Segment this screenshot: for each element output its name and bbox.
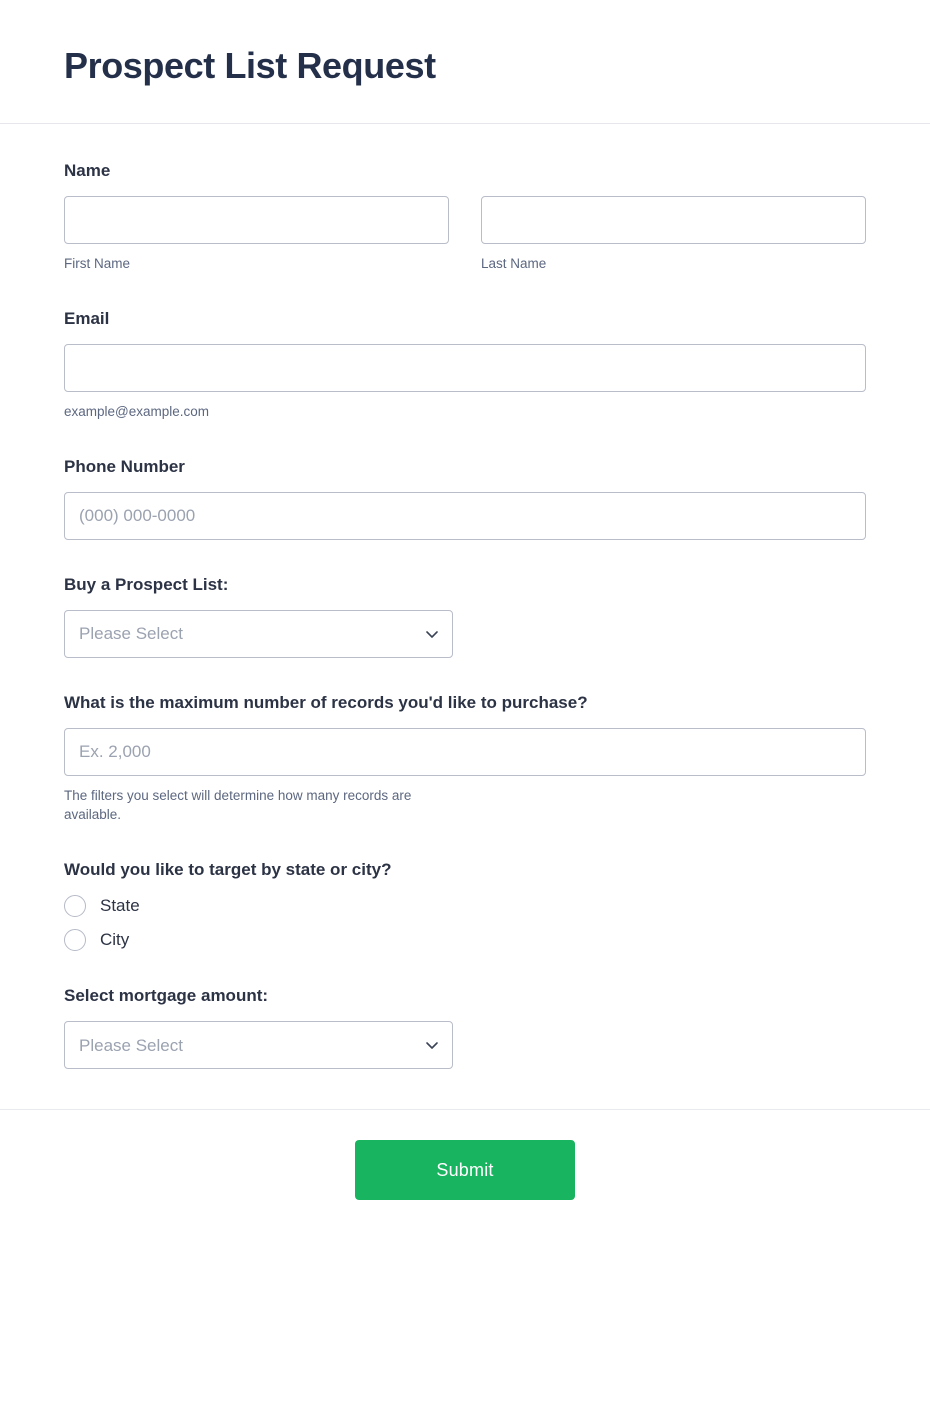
last-name-input[interactable] bbox=[481, 196, 866, 244]
form-footer bbox=[0, 1110, 930, 1240]
first-name-col bbox=[64, 196, 449, 274]
mortgage-amount-select-wrap bbox=[64, 1021, 453, 1069]
field-label-name: Name bbox=[64, 161, 111, 181]
field-label-mortgage-amount: Select mortgage amount: bbox=[64, 986, 269, 1005]
page-title: Prospect List Request bbox=[64, 45, 436, 86]
form-body bbox=[0, 124, 930, 1110]
field-email bbox=[64, 308, 866, 422]
radio-option-city[interactable] bbox=[64, 929, 866, 951]
field-phone bbox=[64, 456, 866, 540]
buy-prospect-list-select-wrap bbox=[64, 610, 453, 658]
email-input[interactable] bbox=[64, 344, 866, 392]
radio-circle-icon[interactable] bbox=[64, 895, 86, 917]
first-name-input[interactable] bbox=[64, 196, 449, 244]
target-by-radio-group bbox=[64, 895, 866, 951]
field-buy-prospect-list bbox=[64, 574, 866, 658]
email-sub-label: example@example.com bbox=[64, 403, 210, 419]
field-label-buy-prospect-list: Buy a Prospect List: bbox=[64, 574, 229, 594]
field-target-by bbox=[64, 859, 866, 951]
last-name-sub-label: Last Name bbox=[481, 256, 547, 272]
field-label-max-records: What is the maximum number of records you'd like to purchase? bbox=[64, 692, 588, 712]
radio-circle-icon[interactable] bbox=[64, 929, 86, 951]
max-records-input[interactable] bbox=[64, 728, 866, 776]
field-label-target-by: Would you like to target by state or city? bbox=[64, 859, 392, 879]
field-name bbox=[64, 160, 866, 274]
submit-button[interactable]: Submit bbox=[355, 1140, 575, 1200]
radio-label-city: City bbox=[100, 930, 130, 949]
field-mortgage-amount bbox=[64, 985, 866, 1069]
max-records-sub-label: The filters you select will determine how many records are available. bbox=[64, 787, 412, 823]
mortgage-amount-select[interactable] bbox=[64, 1021, 453, 1069]
buy-prospect-list-select[interactable] bbox=[64, 610, 453, 658]
first-name-sub-label: First Name bbox=[64, 256, 131, 272]
field-max-records bbox=[64, 692, 866, 825]
name-row bbox=[64, 196, 866, 274]
field-label-phone: Phone Number bbox=[64, 456, 185, 476]
radio-option-state[interactable] bbox=[64, 895, 866, 917]
radio-label-state: State bbox=[100, 896, 140, 915]
field-label-email: Email bbox=[64, 308, 110, 328]
form-header bbox=[0, 0, 930, 124]
phone-input[interactable] bbox=[64, 492, 866, 540]
last-name-col bbox=[481, 196, 866, 274]
